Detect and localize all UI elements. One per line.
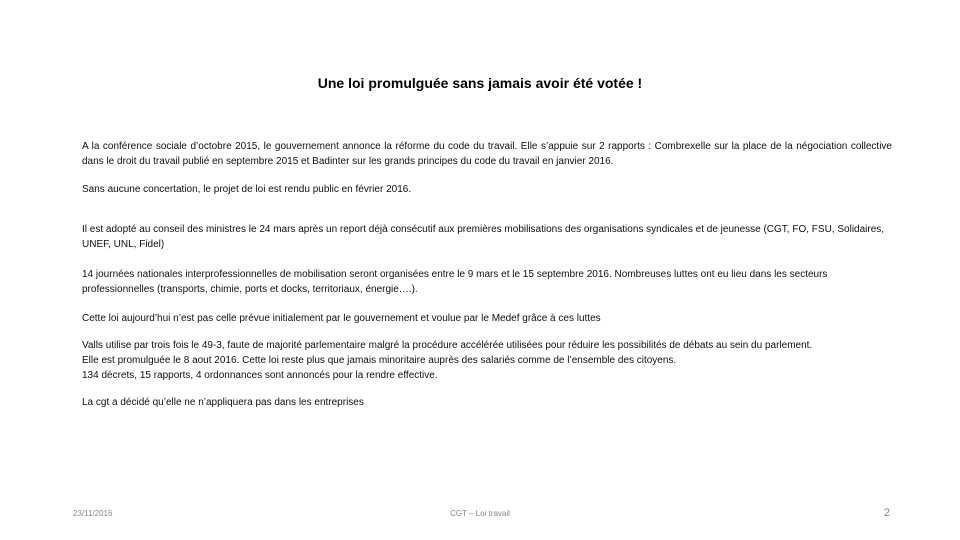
footer-date: 23/11/2016 <box>73 509 113 518</box>
slide-body <box>82 139 892 410</box>
paragraph-projet-public: Sans aucune concertation, le projet de loi est rendu public en février 2016. <box>82 184 412 195</box>
paragraph-conference: A la conférence sociale d’octobre 2015, le gouvernement annonce la réforme du code du travail. Elle s’appuie sur 2 rapports : Combrexelle sur la place de la négociation collective dans le droit du travail publié en septembre 2015 et Badinter sur les grands principes du code du travail en janvier 2016. <box>82 141 892 167</box>
footer-title: CGT – Loi travail <box>450 509 510 518</box>
paragraph-adoption: Il est adopté au conseil des ministres le 24 mars après un report déjà consécutif aux premières mobilisations des organisations syndicales et de jeunesse (CGT, FO, FSU, Solidaires, UNEF, UNL, Fidel) <box>82 224 885 250</box>
paragraph-decrets: 134 décrets, 15 rapports, 4 ordonnances sont annoncés pour la rendre effective. <box>82 370 438 381</box>
slide-title: Une loi promulguée sans jamais avoir été votée ! <box>317 75 643 91</box>
paragraph-luttes: Cette loi aujourd’hui n’est pas celle prévue initialement par le gouvernement et voulue par le Medef grâce à ces luttes <box>82 313 601 324</box>
paragraph-49-3: Valls utilise par trois fois le 49-3, faute de majorité parlementaire malgré la procédure accélérée utilisées pour réduire les possibilités de débats au sein du parlement. <box>82 340 813 351</box>
paragraph-promulgation: Elle est promulguée le 8 aout 2016. Cette loi reste plus que jamais minoritaire auprès des salariés comme de l’ensemble des citoyens. <box>82 355 677 366</box>
page-number: 2 <box>883 507 890 519</box>
paragraph-mobilisation: 14 journées nationales interprofessionnelles de mobilisation seront organisées entre le 9 mars et le 15 septembre 2016. Nombreuses luttes ont eu lieu dans les secteurs professionnelles (transports, chimie, ports et docks, territoriaux, énergie….). <box>82 269 828 295</box>
paragraph-cgt-decision: La cgt a décidé qu’elle ne n’appliquera pas dans les entreprises <box>82 397 364 408</box>
